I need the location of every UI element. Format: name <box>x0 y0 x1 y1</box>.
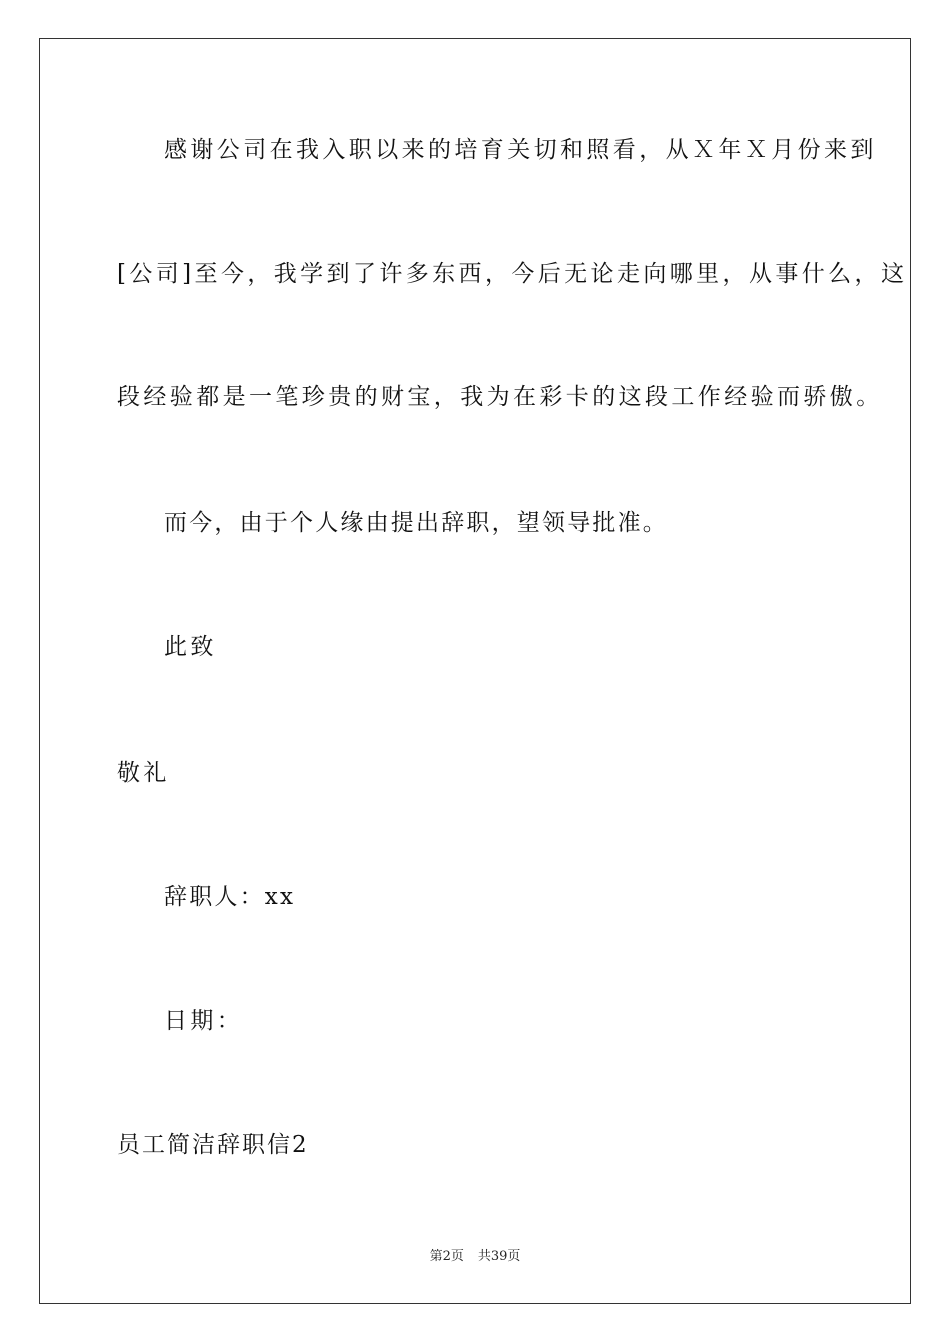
signatory-line: 辞职人：xx <box>164 884 296 910</box>
page-number: 第2页 <box>429 1249 464 1264</box>
date-line: 日期： <box>164 1008 244 1034</box>
section-heading: 员工简洁辞职信2 <box>117 1132 309 1158</box>
page-footer <box>0 1249 950 1265</box>
page-border <box>39 38 911 1304</box>
body-paragraph-line-2: [公司]至今，我学到了许多东西，今后无论走向哪里，从事什么，这 <box>117 261 908 287</box>
closing-salutation: 此致 <box>164 634 217 660</box>
closing-regards: 敬礼 <box>117 760 170 786</box>
resignation-request-line: 而今，由于个人缘由提出辞职，望领导批准。 <box>164 510 668 536</box>
body-paragraph-line-1: 感谢公司在我入职以来的培育关切和照看，从Ｘ年Ｘ月份来到 <box>164 137 877 163</box>
page-total: 共39页 <box>477 1249 521 1264</box>
body-paragraph-line-3: 段经验都是一笔珍贵的财宝，我为在彩卡的这段工作经验而骄傲。 <box>117 384 883 410</box>
